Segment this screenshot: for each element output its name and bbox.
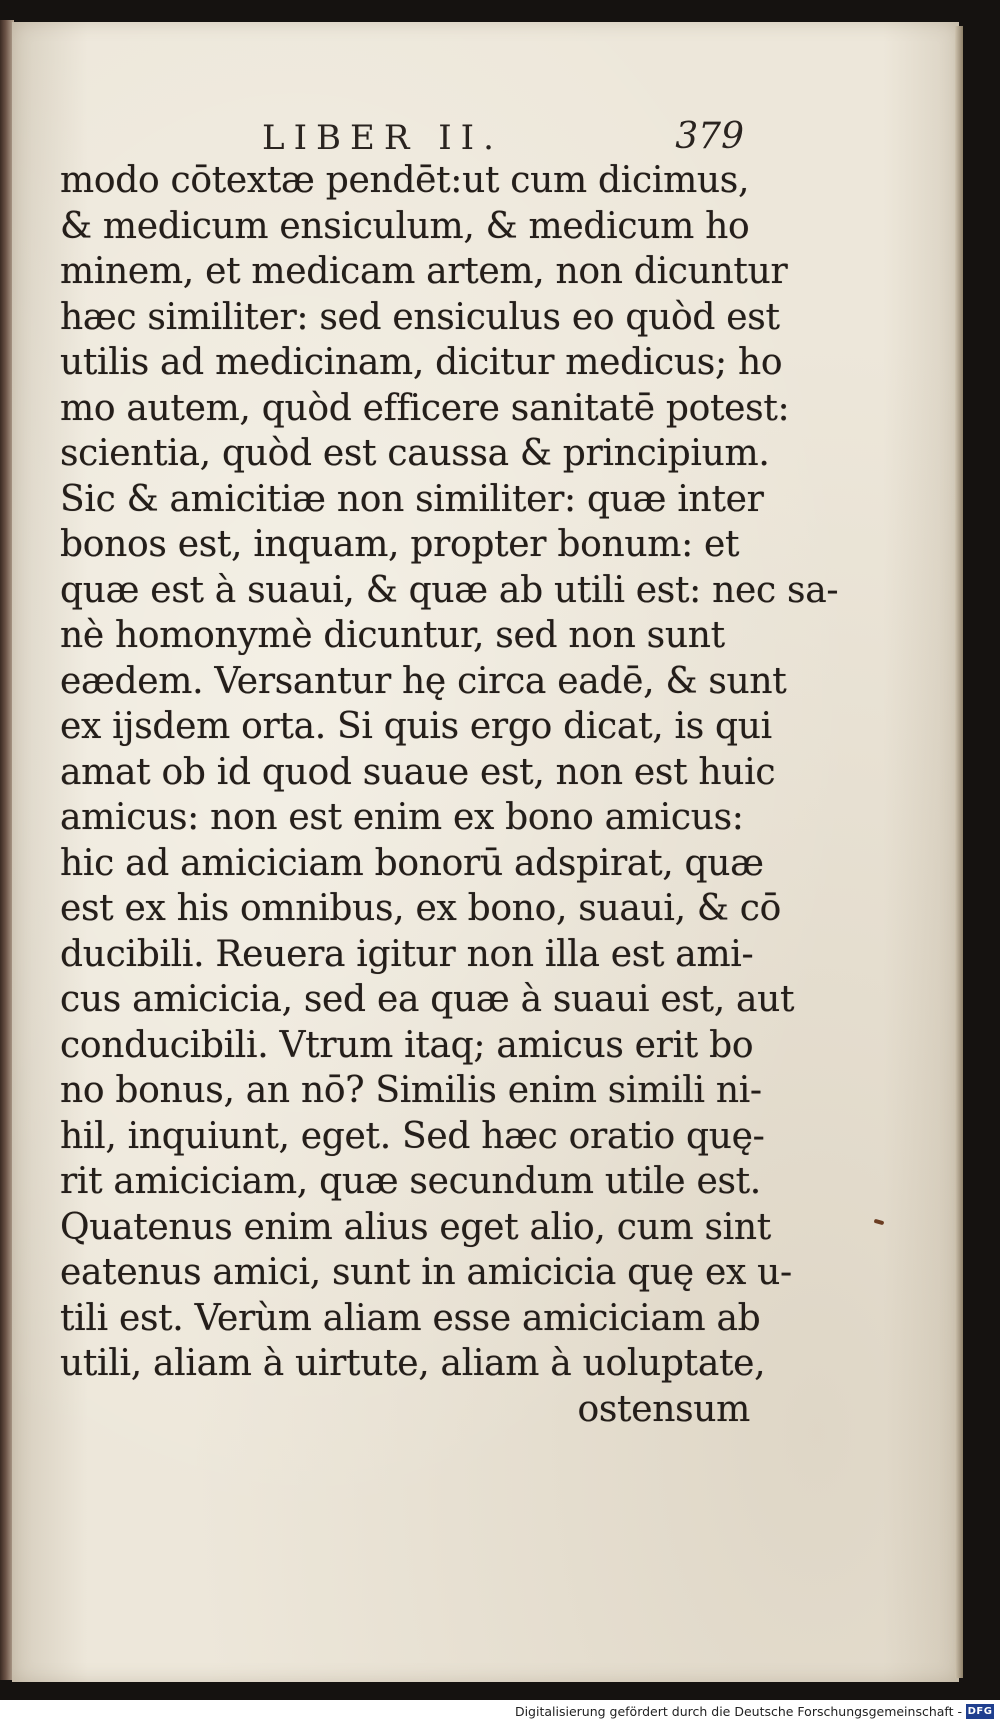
text-line: conducibili. Vtrum itaq; amicus erit bo [60, 1024, 754, 1066]
text-line: Sic & amicitiæ non similiter: quæ inter [60, 478, 764, 520]
text-line: scientia, quòd est caussa & principium. [60, 433, 770, 474]
text-line: quæ est à suaui, & quæ ab utili est: nec sa- [60, 569, 839, 611]
text-line: ex ijsdem orta. Si quis ergo dicat, is qui [60, 706, 772, 747]
text-line: hæc similiter: sed ensiculus eo quòd est [60, 296, 780, 338]
text-line: nè homonymè dicuntur, sed non sunt [60, 615, 725, 656]
text-line: bonos est, inquam, propter bonum: et [60, 524, 740, 565]
text-line: minem, et medicam artem, non dicuntur [60, 251, 788, 292]
text-line: amat ob id quod suaue est, non est huic [60, 751, 776, 793]
catchword: ostensum [577, 1388, 750, 1430]
funding-credit: Digitalisierung gefördert durch die Deutsche Forschungsgemeinschaft - [514, 1704, 962, 1719]
text-line: est ex his omnibus, ex bono, suaui, & cō [60, 888, 782, 929]
text-line: ducibili. Reuera igitur non illa est ami- [60, 933, 754, 975]
text-line: utili, aliam à uirtute, aliam à uoluptate, [60, 1343, 766, 1384]
text-line: eatenus amici, sunt in amicicia quę ex u- [60, 1252, 792, 1293]
text-line: no bonus, an nō? Similis enim simili ni- [60, 1070, 762, 1111]
text-line: tili est. Verùm aliam esse amiciciam ab [60, 1297, 761, 1339]
running-head: LIBER II. [262, 118, 503, 158]
text-line: hil, inquiunt, eget. Sed hæc oratio quę- [60, 1115, 765, 1157]
text-line: amicus: non est enim ex bono amicus: [60, 797, 744, 838]
dfg-logo-icon: DFG [967, 1706, 993, 1717]
text-line: modo cōtextæ pendēt:ut cum dicimus, [60, 160, 750, 201]
text-line: utilis ad medicinam, dicitur medicus; ho [60, 342, 783, 383]
book-page [12, 22, 959, 1682]
footer-bar [0, 1700, 1000, 1725]
text-line: mo autem, quòd efficere sanitatē potest: [60, 387, 790, 429]
page-right-edge [955, 26, 963, 1678]
body-text [60, 158, 839, 1432]
text-line: & medicum ensiculum, & medicum ho [60, 205, 750, 247]
text-line: hic ad amiciciam bonorū adspirat, quæ [60, 842, 764, 884]
page-number: 379 [675, 116, 744, 157]
text-line: rit amiciciam, quæ secundum utile est. [60, 1161, 761, 1202]
page-header [82, 118, 742, 162]
text-line: Quatenus enim alius eget alio, cum sint [60, 1206, 771, 1248]
text-line: eædem. Versantur hę circa eadē, & sunt [60, 660, 787, 702]
text-line: cus amicicia, sed ea quæ à suaui est, aut [60, 979, 795, 1020]
